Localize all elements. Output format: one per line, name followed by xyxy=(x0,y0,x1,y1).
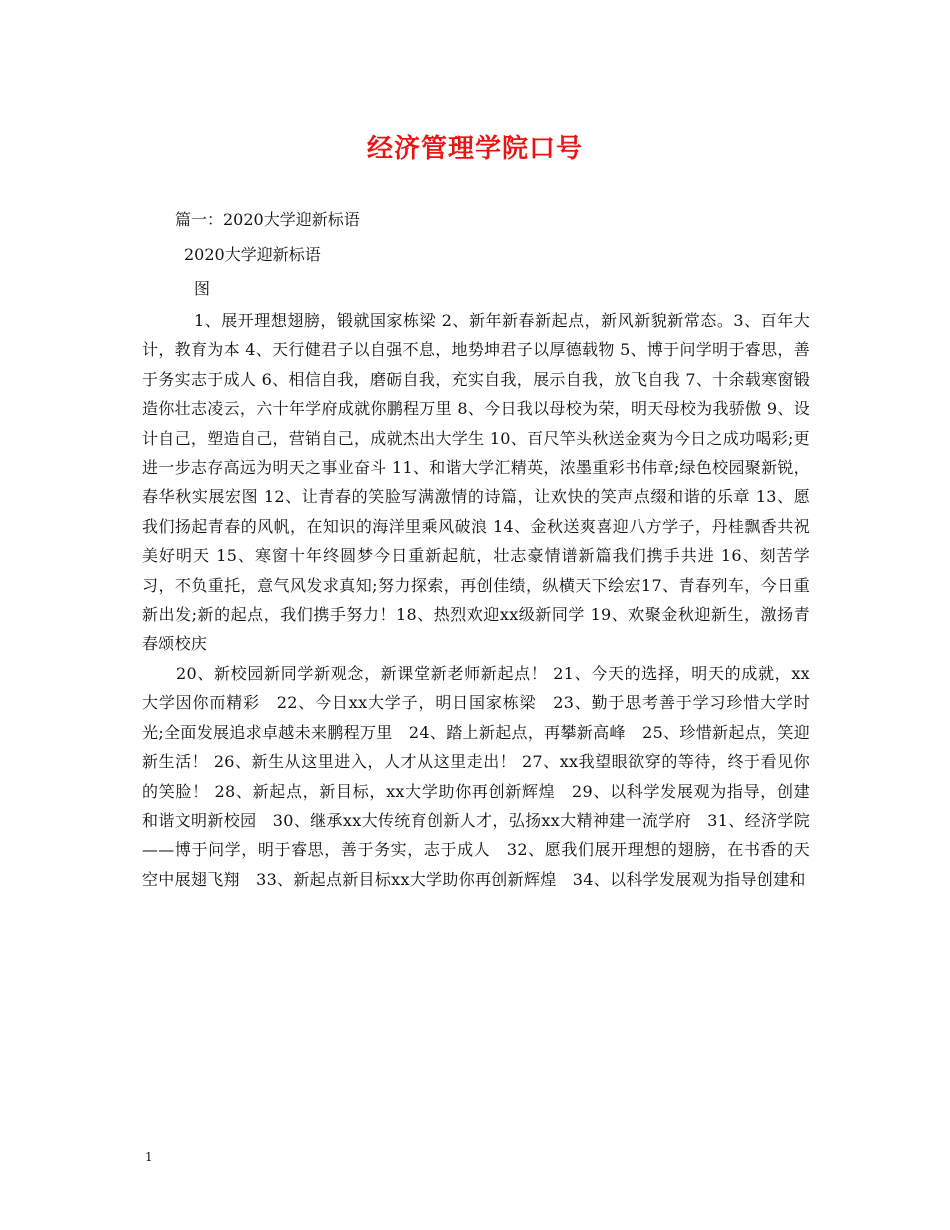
subheading: 2020大学迎新标语 xyxy=(184,245,321,264)
figure-label: 图 xyxy=(194,279,211,298)
paragraph: 20、新校园新同学新观念，新课堂新老师新起点！ 21、今天的选择，明天的成就，xx大学因你而精彩 22、今日xx大学子，明日国家栋梁 23、勤于思考善于学习珍惜大学时光;全面发展追求卓越未来鹏程万里 24、踏上新起点，再攀新高峰 25、珍惜新起点，笑迎新生活！ 26、新生从这里进入，人才从这里走出！ 27、xx我望眼欲穿的等待，终于看见你的笑脸！ 28、新起点，新目标，xx大学助你再创新辉煌 29、以科学发展观为指导，创建和谐文明新校园 30、继承xx大传统育创新人才，弘扬xx大精神建一流学府 31、经济学院——博于问学，明于睿思，善于务实，志于成人 32、愿我们展开理想的翅膀，在书香的天空中展翅飞翔 33、新起点新目标xx大学助你再创新辉煌 34、以科学发展观为指导创建和 xyxy=(142,663,810,889)
document-title: 经济管理学院口号 xyxy=(366,134,583,164)
paragraph: 1、展开理想翅膀，锻就国家栋梁 2、新年新春新起点，新风新貌新常态。3、百年大计，教育为本 4、天行健君子以自强不息，地势坤君子以厚德载物 5、博于问学明于睿思，善于务实志于成人 6、相信自我，磨砺自我，充实自我，展示自我，放飞自我 7、十余载寒窗锻造你壮志凌云，六十年学府成就你鹏程万里 8、今日我以母校为荣，明天母校为我骄傲 9、设计自己，塑造自己，营销自己，成就杰出大学生 10、百尺竿头秋送金爽为今日之成功喝彩;更进一步志存高远为明天之事业奋斗 11、和谐大学汇精英，浓墨重彩书伟章;绿色校园聚新锐，春华秋实展宏图 12、让青春的笑脸写满激情的诗篇，让欢快的笑声点缀和谐的乐章 13、愿我们扬起青春的风帆，在知识的海洋里乘风破浪 14、金秋送爽喜迎八方学子，丹桂飘香共祝美好明天 15、寒窗十年终圆梦今日重新起航，壮志豪情谱新篇我们携手共进 16、刻苦学习，不负重托，意气风发求真知;努力探索，再创佳绩，纵横天下绘宏17、青春列车，今日重新出发;新的起点，我们携手努力！18、热烈欢迎xx级新同学 19、欢聚金秋迎新生，激扬青春颂校庆 xyxy=(142,311,810,654)
page-number: 1 xyxy=(145,1150,153,1164)
section-heading: 篇一：2020大学迎新标语 xyxy=(175,210,360,229)
body-text xyxy=(142,306,810,894)
